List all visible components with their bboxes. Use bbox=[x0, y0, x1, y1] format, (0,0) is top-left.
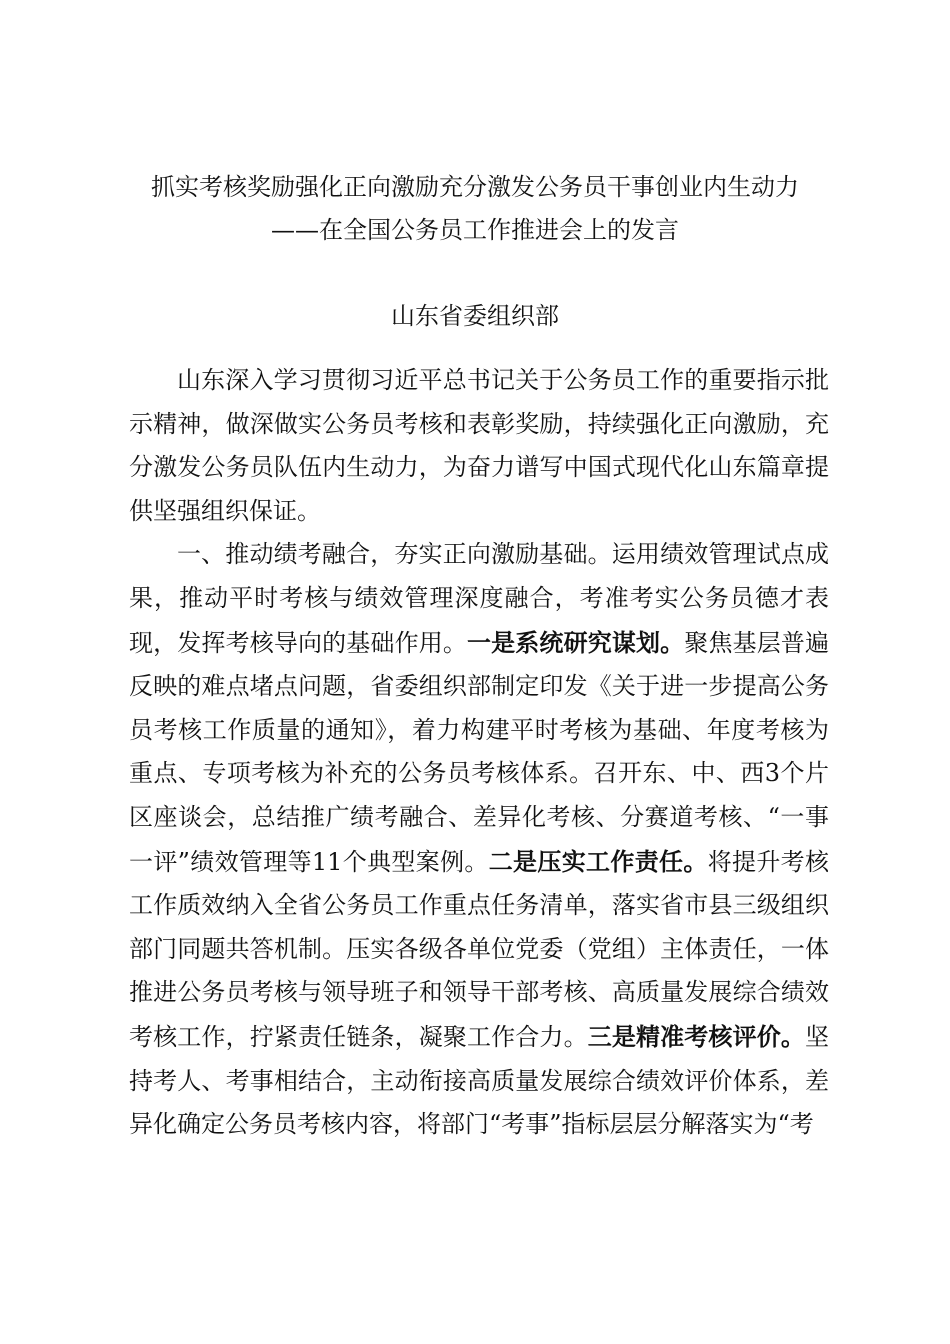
section-1-paragraph bbox=[129, 533, 829, 1146]
point-1-heading: 一是系统研究谋划。 bbox=[467, 627, 685, 657]
document-body bbox=[129, 359, 829, 1147]
point-3-heading: 三是精准考核评价。 bbox=[587, 1021, 806, 1051]
point-1-text: 聚焦基层普遍反映的难点堵点问题，省委组织部制定印发《关于进一步提高公务员考核工作质量的通知》，着力构建平时考核为基础、年度考核为重点、专项考核为补充的公务员考核体系。召开东、中、西3个片区座谈会，总结推广绩考融合、差异化考核、分赛道考核、“一事一评”绩效管理等11个典型案例。 bbox=[129, 628, 830, 876]
document-title-block bbox=[100, 166, 850, 252]
intro-paragraph: 山东深入学习贯彻习近平总书记关于公务员工作的重要指示批示精神，做深做实公务员考核和表彰奖励，持续强化正向激励，充分激发公务员队伍内生动力，为奋力谱写中国式现代化山东篇章提供坚强组织保证。 bbox=[129, 366, 829, 525]
point-2-text: 将提升考核工作质效纳入全省公务员工作重点任务清单，落实省市县三级组织部门同题共答机制。压实各级各单位党委（党组）主体责任，一体推进公务员考核与领导班子和领导干部考核、高质量发展综合绩效考核工作，拧紧责任链条，凝聚工作合力。 bbox=[129, 847, 829, 1051]
point-3-text: 坚持考人、考事相结合，主动衔接高质量发展综合绩效评价体系，差异化确定公务员考核内容，将部门“考事”指标层层分解落实为“考 bbox=[129, 1022, 830, 1139]
document-subtitle: ——在全国公务员工作推进会上的发言 bbox=[271, 216, 679, 244]
document-title: 抓实考核奖励强化正向激励充分激发公务员干事创业内生动力 bbox=[151, 173, 799, 201]
document-author: 山东省委组织部 bbox=[391, 302, 559, 330]
section-1-lead: 一、推动绩考融合，夯实正向激励基础。运用绩效管理试点成果，推动平时考核与绩效管理深度融合，考准考实公务员德才表现，发挥考核导向的基础作用。 bbox=[129, 540, 829, 657]
point-2-heading: 二是压实工作责任。 bbox=[488, 846, 708, 876]
